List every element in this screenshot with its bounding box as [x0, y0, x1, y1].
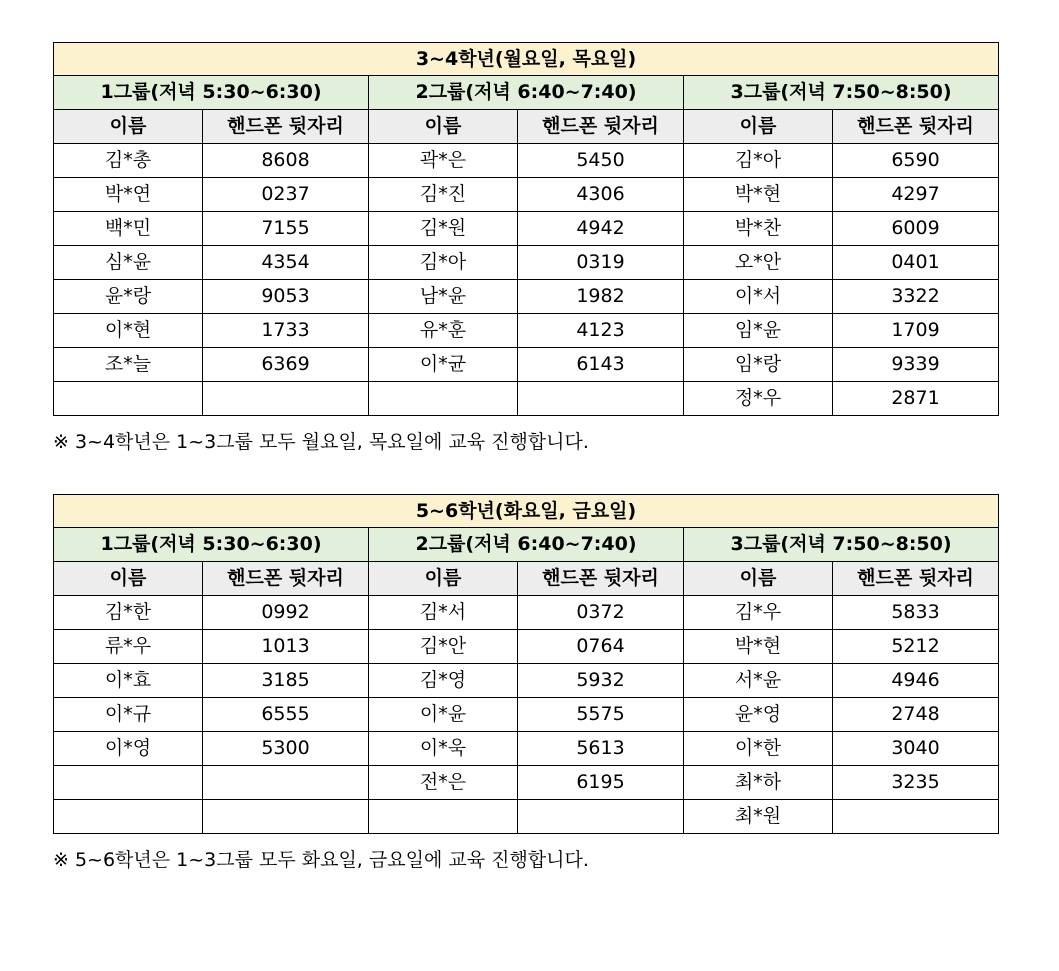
phone-digits-cell: 5613 — [518, 732, 684, 766]
student-name-cell: 김*서 — [369, 596, 518, 630]
phone-digits-cell: 1013 — [203, 630, 369, 664]
group-header-1: 1그룹(저녁 5:30~6:30) — [54, 76, 369, 110]
table-row — [54, 596, 999, 630]
student-name-cell: 유*훈 — [369, 314, 518, 348]
student-name-cell: 남*윤 — [369, 280, 518, 314]
student-name-cell: 정*우 — [684, 382, 833, 416]
table-row — [54, 246, 999, 280]
phone-digits-cell: 0401 — [833, 246, 999, 280]
schedule-note: ※ 5~6학년은 1~3그룹 모두 화요일, 금요일에 교육 진행합니다. — [53, 849, 589, 871]
group-header-2: 2그룹(저녁 6:40~7:40) — [369, 528, 684, 562]
student-name-cell: 김*한 — [54, 596, 203, 630]
student-name-cell: 최*하 — [684, 766, 833, 800]
student-name-cell: 김*안 — [369, 630, 518, 664]
group-header-3: 3그룹(저녁 7:50~8:50) — [684, 76, 999, 110]
student-rows — [54, 144, 999, 416]
table-row — [54, 664, 999, 698]
student-name-cell — [54, 766, 203, 800]
table-row — [54, 630, 999, 664]
student-name-cell: 김*우 — [684, 596, 833, 630]
student-name-cell: 임*랑 — [684, 348, 833, 382]
column-header-name: 이름 — [684, 110, 833, 144]
student-name-cell: 이*한 — [684, 732, 833, 766]
schedule-note: ※ 3~4학년은 1~3그룹 모두 월요일, 목요일에 교육 진행합니다. — [53, 431, 589, 453]
student-name-cell — [54, 800, 203, 834]
table-row — [54, 314, 999, 348]
phone-digits-cell: 1982 — [518, 280, 684, 314]
phone-digits-cell — [203, 800, 369, 834]
student-name-cell: 이*윤 — [369, 698, 518, 732]
phone-digits-cell: 5450 — [518, 144, 684, 178]
phone-digits-cell — [203, 382, 369, 416]
student-name-cell: 류*우 — [54, 630, 203, 664]
phone-digits-cell: 1709 — [833, 314, 999, 348]
student-name-cell: 김*아 — [369, 246, 518, 280]
table-row — [54, 212, 999, 246]
student-name-cell: 임*윤 — [684, 314, 833, 348]
phone-digits-cell — [518, 800, 684, 834]
table-row — [54, 382, 999, 416]
student-name-cell: 김*영 — [369, 664, 518, 698]
table-title: 3~4학년(월요일, 목요일) — [54, 43, 999, 76]
column-header-phone: 핸드폰 뒷자리 — [518, 562, 684, 596]
phone-digits-cell: 0764 — [518, 630, 684, 664]
phone-digits-cell: 4942 — [518, 212, 684, 246]
student-name-cell: 곽*은 — [369, 144, 518, 178]
schedule-table-grade-3-4 — [53, 42, 999, 416]
phone-digits-cell: 6555 — [203, 698, 369, 732]
phone-digits-cell: 6195 — [518, 766, 684, 800]
table-row — [54, 280, 999, 314]
table-row — [54, 178, 999, 212]
student-name-cell: 윤*랑 — [54, 280, 203, 314]
column-header-phone: 핸드폰 뒷자리 — [203, 562, 369, 596]
phone-digits-cell: 5575 — [518, 698, 684, 732]
phone-digits-cell: 4297 — [833, 178, 999, 212]
phone-digits-cell: 6590 — [833, 144, 999, 178]
student-name-cell: 김*원 — [369, 212, 518, 246]
phone-digits-cell: 3235 — [833, 766, 999, 800]
phone-digits-cell: 3322 — [833, 280, 999, 314]
phone-digits-cell: 2871 — [833, 382, 999, 416]
student-name-cell: 최*원 — [684, 800, 833, 834]
phone-digits-cell: 9339 — [833, 348, 999, 382]
schedule-table-grade-5-6 — [53, 494, 999, 834]
phone-digits-cell: 2748 — [833, 698, 999, 732]
phone-digits-cell: 6143 — [518, 348, 684, 382]
column-header-name: 이름 — [369, 562, 518, 596]
phone-digits-cell — [833, 800, 999, 834]
student-name-cell: 윤*영 — [684, 698, 833, 732]
student-name-cell: 박*현 — [684, 630, 833, 664]
column-header-name: 이름 — [684, 562, 833, 596]
phone-digits-cell — [203, 766, 369, 800]
student-name-cell: 서*윤 — [684, 664, 833, 698]
student-name-cell: 전*은 — [369, 766, 518, 800]
student-name-cell: 이*현 — [54, 314, 203, 348]
phone-digits-cell: 4946 — [833, 664, 999, 698]
student-name-cell: 심*윤 — [54, 246, 203, 280]
student-name-cell: 박*연 — [54, 178, 203, 212]
table-row — [54, 144, 999, 178]
column-header-phone: 핸드폰 뒷자리 — [203, 110, 369, 144]
phone-digits-cell: 6369 — [203, 348, 369, 382]
column-header-name: 이름 — [369, 110, 518, 144]
phone-digits-cell: 4306 — [518, 178, 684, 212]
phone-digits-cell: 5932 — [518, 664, 684, 698]
student-name-cell: 김*진 — [369, 178, 518, 212]
phone-digits-cell — [518, 382, 684, 416]
phone-digits-cell: 0372 — [518, 596, 684, 630]
phone-digits-cell: 4123 — [518, 314, 684, 348]
student-name-cell: 조*늘 — [54, 348, 203, 382]
student-name-cell: 이*규 — [54, 698, 203, 732]
column-header-name: 이름 — [54, 110, 203, 144]
table-title: 5~6학년(화요일, 금요일) — [54, 495, 999, 528]
phone-digits-cell: 5300 — [203, 732, 369, 766]
student-name-cell: 오*안 — [684, 246, 833, 280]
column-header-phone: 핸드폰 뒷자리 — [833, 110, 999, 144]
student-name-cell: 김*아 — [684, 144, 833, 178]
student-name-cell: 박*찬 — [684, 212, 833, 246]
phone-digits-cell: 0237 — [203, 178, 369, 212]
table-row — [54, 732, 999, 766]
phone-digits-cell: 0319 — [518, 246, 684, 280]
group-header-3: 3그룹(저녁 7:50~8:50) — [684, 528, 999, 562]
student-name-cell — [369, 382, 518, 416]
phone-digits-cell: 1733 — [203, 314, 369, 348]
column-header-phone: 핸드폰 뒷자리 — [518, 110, 684, 144]
student-name-cell: 이*영 — [54, 732, 203, 766]
student-name-cell: 이*욱 — [369, 732, 518, 766]
phone-digits-cell: 0992 — [203, 596, 369, 630]
student-name-cell — [54, 382, 203, 416]
phone-digits-cell: 3185 — [203, 664, 369, 698]
student-name-cell: 이*균 — [369, 348, 518, 382]
phone-digits-cell: 5833 — [833, 596, 999, 630]
phone-digits-cell: 8608 — [203, 144, 369, 178]
phone-digits-cell: 6009 — [833, 212, 999, 246]
phone-digits-cell: 7155 — [203, 212, 369, 246]
phone-digits-cell: 3040 — [833, 732, 999, 766]
phone-digits-cell: 4354 — [203, 246, 369, 280]
table-row — [54, 766, 999, 800]
student-name-cell: 이*서 — [684, 280, 833, 314]
group-header-1: 1그룹(저녁 5:30~6:30) — [54, 528, 369, 562]
table-row — [54, 698, 999, 732]
phone-digits-cell: 5212 — [833, 630, 999, 664]
student-name-cell: 이*효 — [54, 664, 203, 698]
table-row — [54, 800, 999, 834]
group-header-2: 2그룹(저녁 6:40~7:40) — [369, 76, 684, 110]
student-name-cell — [369, 800, 518, 834]
student-name-cell: 김*총 — [54, 144, 203, 178]
student-name-cell: 백*민 — [54, 212, 203, 246]
column-header-phone: 핸드폰 뒷자리 — [833, 562, 999, 596]
phone-digits-cell: 9053 — [203, 280, 369, 314]
student-rows — [54, 596, 999, 834]
student-name-cell: 박*현 — [684, 178, 833, 212]
column-header-name: 이름 — [54, 562, 203, 596]
table-row — [54, 348, 999, 382]
